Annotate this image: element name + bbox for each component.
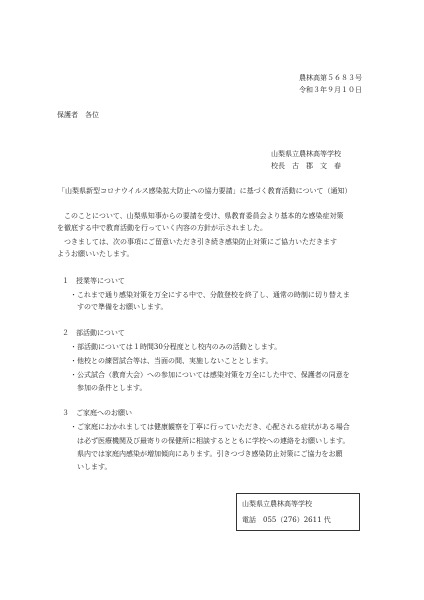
intro-line: を徹底する中で教育活動を行っていく内容の方針が示されました。 bbox=[57, 224, 267, 232]
section-line: 参加の条件とします。 bbox=[70, 384, 147, 392]
intro-line: このことについて、山梨県知事からの要請を受け、県教育委員会より基本的な感染症対策 bbox=[57, 212, 344, 220]
sender-principal: 校長 古 郡 文 春 bbox=[271, 162, 341, 170]
section-heading-classes: １ 授業等について bbox=[62, 277, 125, 285]
document-date: 令和３年９月１０日 bbox=[299, 86, 362, 94]
section-line: ・公式試合（教育大会）への参加については感染対策を万全にした中で、保護者の同意を bbox=[70, 371, 350, 379]
section-heading-club-activities: ２ 部活動について bbox=[62, 329, 125, 337]
section-line: ・ご家庭におかれましては健康観察を丁寧に行っていただき、心配される症状がある場合 bbox=[70, 423, 350, 431]
intro-line: ようお願いいたします。 bbox=[57, 250, 134, 258]
intro-line: つきましては、次の事項にご留意いただき引き続き感染防止対策にご協力いただきます bbox=[57, 238, 337, 246]
section-line: 県内では家庭内感染が増加傾向にあります。引きつづき感染防止対策にご協力をお願 bbox=[70, 450, 343, 458]
sender-school: 山梨県立農林高等学校 bbox=[271, 150, 341, 158]
contact-school: 山梨県立農林高等学校 bbox=[242, 500, 312, 508]
section-line: は必ず医療機関及び最寄りの保健所に相談するとともに学校への連絡をお願いします。 bbox=[70, 437, 350, 445]
section-line: ・これまで通り感染対策を万全にする中で、分散登校を終了し、通常の時制に切り替えま bbox=[70, 291, 350, 299]
section-line: ・部活動については１時間30分程度とし校内のみの活動とします。 bbox=[70, 343, 282, 351]
section-line: いします。 bbox=[70, 463, 112, 471]
contact-phone: 電話 055（276）2611 代 bbox=[242, 516, 331, 524]
section-line: すので準備をお願いします。 bbox=[70, 303, 168, 311]
recipient: 保護者 各位 bbox=[57, 111, 99, 119]
section-line: ・他校との練習試合等は、当面の間、実施しないこととします。 bbox=[70, 357, 273, 365]
contact-box bbox=[236, 493, 360, 531]
section-heading-home-requests: ３ ご家庭へのお願い bbox=[62, 409, 132, 417]
document-number: 農林高第５６８３号 bbox=[299, 74, 362, 82]
document-title: 「山梨県新型コロナウイルス感染拡大防止への協力要請」に基づく教育活動について（通知） bbox=[58, 187, 352, 195]
